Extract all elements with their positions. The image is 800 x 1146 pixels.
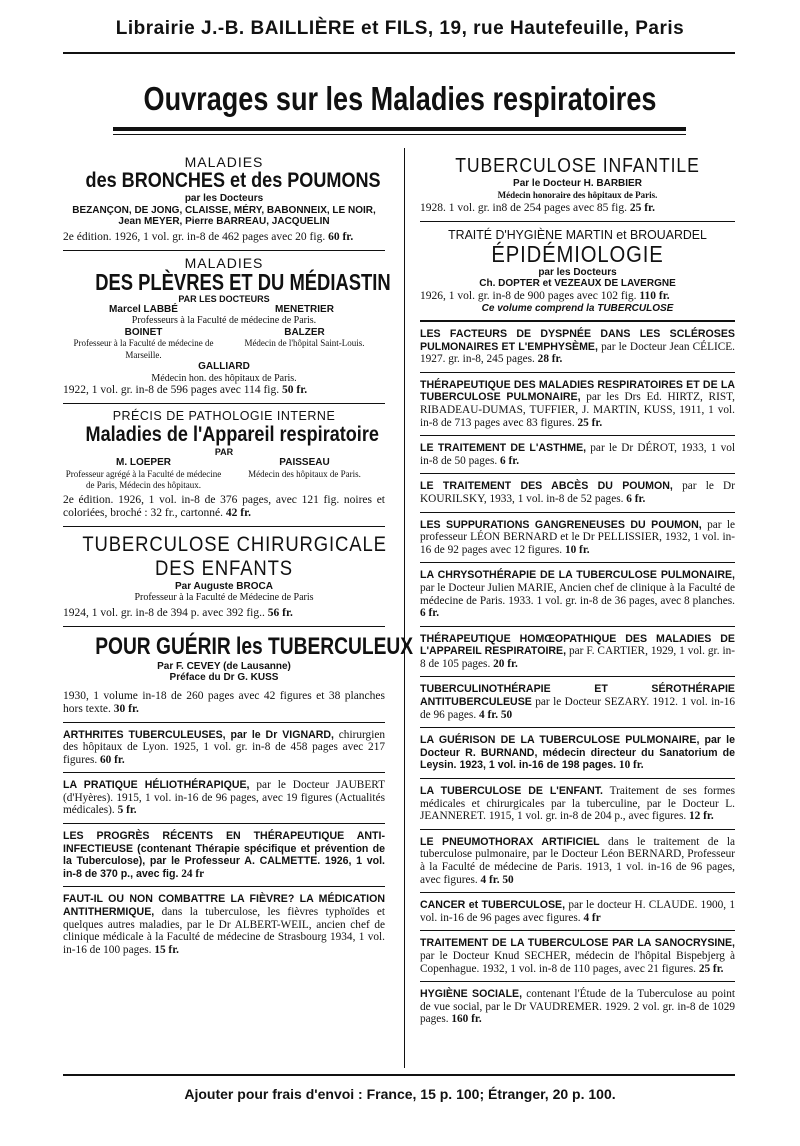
list-item (63, 830, 385, 880)
entry-price: 10 fr. (618, 759, 644, 772)
book-details: 1926, 1 vol. gr. in-8 de 900 pages avec 102 fig. (420, 289, 637, 302)
book-title: TUBERCULOSE INFANTILE (455, 155, 700, 177)
book-title: TUBERCULOSE CHIRURGICALE (82, 532, 387, 556)
book-preface: Préface du Dr G. KUSS (169, 672, 279, 683)
book-title: DES PLÈVRES ET DU MÉDIASTIN (95, 268, 391, 295)
list-item (420, 442, 735, 467)
author-name: Marcel LABBÉ (109, 303, 178, 315)
book-price: 42 fr. (225, 506, 251, 519)
author-role: Médecin honoraire des hôpitaux de Paris. (497, 189, 658, 200)
divider (420, 930, 735, 931)
author-name: BALZER (284, 326, 325, 338)
divider (420, 778, 735, 779)
entry-text: par le docteur H. CLAUDE. 1900, 1 vol. in-16 de 96 pages avec figures. (420, 899, 735, 924)
author-role: Médecin des hôpitaux de Paris. (248, 468, 361, 479)
shipping-note: Ajouter pour frais d'envoi : France, 15 p. 100; Étranger, 20 p. 100. (184, 1086, 616, 1102)
book-title: POUR GUÉRIR les TUBERCULEUX (95, 632, 414, 660)
book-epidemiologie (420, 228, 735, 315)
divider (420, 892, 735, 893)
divider (420, 626, 735, 627)
entry-title: LA TUBERCULOSE DE L'ENFANT. (420, 785, 603, 798)
entry-price: 6 fr. (420, 607, 440, 620)
list-item (420, 633, 735, 671)
entry-text: par le Docteur Julien MARIE, Ancien chef de clinique à la Faculté de médecine de Paris. 1933. 1 vol. gr. in-8 de 36 pages, avec 8 planches. (420, 581, 735, 607)
footer-rule (63, 1074, 735, 1076)
author-role: Médecin hon. des hôpitaux de Paris. (151, 372, 297, 384)
list-item (63, 729, 385, 767)
book-details: 2e édition. 1926, 1 vol. in-8 de 376 pages, avec 121 fig. noires et coloriées, broché : 32 fr., cartonné. (63, 493, 385, 519)
book-title-line2: DES ENFANTS (154, 556, 294, 580)
book-price: 30 fr. (113, 702, 139, 715)
entry-title: LE PNEUMOTHORAX ARTIFICIEL (420, 835, 600, 848)
entry-title: LE TRAITEMENT DES ABCÈS DU POUMON, (420, 480, 673, 493)
list-item (420, 734, 735, 772)
entry-price: 4 fr. 50 (478, 708, 513, 721)
book-title: ÉPIDÉMIOLOGIE (491, 240, 664, 267)
author-name: M. LOEPER (115, 457, 171, 468)
book-price: 56 fr. (267, 606, 293, 619)
entry-title: LES FACTEURS DE DYSPNÉE DANS LES SCLÉROSES PULMONAIRES ET L'EMPHYSÈME, (420, 328, 735, 353)
book-note: Ce volume comprend la TUBERCULOSE (481, 302, 674, 314)
book-by: par les Docteurs (184, 193, 264, 204)
entry-price: 28 fr. (537, 353, 563, 366)
list-item (420, 683, 735, 721)
title-rule-thin (113, 134, 686, 135)
publisher-header: Librairie J.-B. BAILLIÈRE et FILS, 19, rue Hautefeuille, Paris (115, 18, 685, 39)
divider (63, 722, 385, 723)
entry-text: par F. CARTIER, 1929, 1 vol. gr. in-8 de 105 pages. (420, 645, 735, 670)
author-name: MENETRIER (275, 303, 334, 315)
author-role: Professeur agrégé à la Faculté de médecine de Paris, Médecin des hôpitaux. (65, 468, 222, 490)
entry-title: TUBERCULINOTHÉRAPIE ET SÉROTHÉRAPIE ANTITUBERCULEUSE (420, 683, 735, 709)
entry-price: 25 fr. (577, 416, 603, 429)
entry-price: 60 fr. (100, 753, 125, 766)
book-price: 60 fr. (328, 230, 354, 243)
divider (420, 727, 735, 728)
entry-text: par le Dr KOURILSKY, 1933, 1 vol. in-8 de 52 pages. (420, 480, 735, 505)
divider (63, 526, 385, 527)
divider (420, 981, 735, 982)
list-item (420, 519, 735, 557)
book-guerir (63, 632, 414, 716)
entry-price: 25 fr. (698, 962, 724, 975)
list-item (420, 785, 735, 823)
book-title: Maladies de l'Appareil respiratoire (85, 423, 379, 446)
book-chirurgicale (63, 533, 385, 620)
book-kicker: MALADIES (184, 254, 264, 271)
left-column (63, 150, 414, 956)
book-price: 110 fr. (639, 289, 670, 302)
book-infantile (420, 154, 735, 215)
divider (420, 562, 735, 563)
entry-text: Traitement de ses formes médicales et chirurgicales par la tuberculine, par le Docteur L. JEANNERET. 1915, 1 vol. gr. in-8 de 204 p., avec figures. (420, 785, 735, 823)
divider (420, 676, 735, 677)
entry-text: par le Docteur Knud SECHER, médecin de l'hôpital Bispebjerg à Copenhague. 1932, 1 vol. in-8 de 110 pages, avec 21 figures. (420, 949, 735, 975)
book-appareil (63, 410, 385, 520)
author-role: Professeur à la Faculté de Médecine de Paris (134, 592, 314, 603)
book-authors: Ch. DOPTER et VEZEAUX DE LAVERGNE (479, 278, 676, 289)
entry-price: 12 fr. (689, 810, 714, 823)
entry-title: LES PROGRÈS RÉCENTS EN THÉRAPEUTIQUE ANTI-INFECTIEUSE (63, 830, 385, 855)
entry-title: LA PRATIQUE HÉLIOTHÉRAPIQUE, (63, 779, 250, 792)
divider (63, 250, 385, 251)
book-details: 1924, 1 vol. gr. in-8 de 394 p. avec 392 fig.. (63, 606, 265, 619)
book-by: par les Docteurs (538, 266, 617, 278)
author-name: GALLIARD (198, 361, 250, 372)
entry-text: par le professeur LÉON BERNARD et le Dr PELLISSIER, 1932, 1 vol. in-16 de 92 pages avec 12 figures. (420, 518, 735, 556)
entry-price: 4 fr (583, 911, 601, 924)
entry-price: 4 fr. 50 (480, 873, 514, 886)
entry-text: par le Docteur SEZARY. 1912. 1 vol. in-16 de 96 pages. (420, 696, 735, 721)
entry-price: 160 fr. (451, 1013, 482, 1026)
book-details: 2e édition. 1926, 1 vol. gr. in-8 de 462 pages avec 20 fig. (63, 230, 326, 243)
entry-title: LE TRAITEMENT DE L'ASTHME, (420, 442, 587, 455)
divider (420, 435, 735, 436)
entry-text: contenant l'Étude de la Tuberculose au point de vue social, par le Dr VAUDREMER. 1929. 2 vol. gr. in-8 de 1029 pages. (420, 988, 736, 1026)
header-rule (63, 52, 735, 54)
entry-price: 24 fr (181, 867, 205, 880)
book-authors: BEZANÇON, DE JONG, CLAISSE, MÉRY, BABONNEIX, LE NOIR, Jean MEYER, Pierre BARREAU, JACQUELIN (72, 204, 376, 227)
book-by: Par Auguste BROCA (175, 580, 273, 592)
column-divider (404, 148, 405, 1068)
book-price: 50 fr. (282, 384, 308, 396)
entry-price: 6 fr. (500, 454, 520, 467)
entry-text: par le Docteur Jean CÉLICE. 1927. gr. in-8, 245 pages. (420, 340, 735, 366)
divider (63, 403, 385, 404)
book-title: des BRONCHES et des POUMONS (85, 169, 381, 192)
book-by: PAR LES DOCTEURS (178, 293, 270, 304)
book-kicker: MALADIES (184, 154, 264, 170)
author-name: BOINET (124, 326, 163, 338)
divider (420, 829, 735, 830)
divider (63, 886, 385, 887)
entry-text: par le Docteur JAUBERT (d'Hyères). 1915, 1 vol. in-16 de 96 pages, avec 19 figures (Actualités médicales). (63, 779, 385, 817)
entry-title: FAUT-IL OU NON COMBATTRE LA FIÈVRE? LA MÉDICATION ANTITHERMIQUE, (63, 893, 385, 919)
author-role: Professeur à la Faculté de médecine de Marseille. (73, 338, 214, 360)
author-role: Professeurs à la Faculté de médecine de Paris. (131, 315, 317, 326)
entry-title: CANCER et TUBERCULOSE, (420, 899, 566, 912)
book-plevres (63, 254, 391, 398)
entry-price: 6 fr. (626, 492, 646, 505)
entry-title: THÉRAPEUTIQUE HOMŒOPATHIQUE DES MALADIES DE L'APPAREIL RESPIRATOIRE, (420, 632, 735, 658)
list-item (420, 836, 735, 886)
entry-title: THÉRAPEUTIQUE DES MALADIES RESPIRATOIRES ET DE LA TUBERCULOSE PULMONAIRE, (420, 378, 735, 404)
divider (420, 473, 735, 474)
divider (420, 320, 735, 322)
divider (420, 512, 735, 513)
book-details: 1930, 1 volume in-18 de 260 pages avec 42 figures et 38 planches hors texte. (63, 689, 385, 715)
entry-text: (contenant Thérapie spécifique et prévention de la Tuberculose), par le Professeur A. CALMETTE. 1926, 1 vol. in-8 de 370 p., avec fig. (63, 842, 385, 880)
entry-price: 10 fr. (564, 543, 590, 556)
right-column (420, 150, 735, 1026)
entry-title: TRAITEMENT DE LA TUBERCULOSE PAR LA SANOCRYSINE, (420, 937, 735, 950)
list-item (420, 899, 735, 924)
book-by: Par F. CEVEY (de Lausanne) (157, 660, 291, 672)
book-details: 1922, 1 vol. gr. in-8 de 596 pages avec 114 fig. (63, 384, 280, 396)
divider (63, 823, 385, 824)
list-item (420, 937, 735, 975)
entry-title: HYGIÈNE SOCIALE, (420, 988, 523, 1001)
list-item (420, 328, 735, 366)
entry-price: 5 fr. (117, 804, 137, 817)
entry-price: 20 fr. (493, 657, 518, 670)
divider (63, 626, 385, 627)
book-price: 25 fr. (629, 201, 655, 214)
divider (420, 221, 735, 222)
list-item (420, 569, 735, 619)
entry-title: LA GUÉRISON DE LA TUBERCULOSE PULMONAIRE, (420, 734, 700, 747)
book-details: 1928. 1 vol. gr. in8 de 254 pages avec 85 fig. (420, 201, 627, 214)
entry-text: par le Docteur R. BURNAND, médecin directeur du Sanatorium de Leysin. 1923, 1 vol. in-16 de 198 pages. (420, 734, 736, 772)
list-item (420, 480, 735, 505)
entry-price: 15 fr. (154, 943, 179, 956)
entry-text: dans le traitement de la tuberculose pulmonaire, par le Docteur Léon BERNARD, Professeur à la Faculté de médecine de Paris. 1913, 1 vol. in-16 de 96 pages, avec figures. (420, 835, 735, 886)
entry-text: par les Drs Ed. HIRTZ, RIST, RIBADEAU-DUMAS, TUFFIER, J. MARTIN, KUSS, 1911, 1 vol. in-8 de 713 pages avec 83 figures. (420, 391, 736, 429)
entry-text: chirurgien des hôpitaux de Lyon. 1925, 1 vol. gr. in-8 de 458 pages avec 217 figures. (63, 728, 386, 766)
book-by: PAR (214, 447, 234, 457)
book-kicker: TRAITÉ D'HYGIÈNE MARTIN et BROUARDEL (448, 226, 707, 242)
book-kicker: PRÉCIS DE PATHOLOGIE INTERNE (112, 409, 336, 423)
entry-title: ARTHRITES TUBERCULEUSES, par le Dr VIGNARD, (63, 728, 335, 741)
entry-text: dans la tuberculose, les fièvres typhoïdes et quelques autres maladies, par le Dr ALBERT-WEIL, ancien chef de clinique médicale à la Faculté de médecine de Strasbourg 1934, 1 vol. in-16 de 100 pages. (63, 906, 386, 956)
page-title: Ouvrages sur les Maladies respiratoires (143, 80, 657, 117)
list-item (63, 779, 385, 817)
entry-title: LES SUPPURATIONS GANGRENEUSES DU POUMON, (420, 518, 702, 531)
list-item (420, 379, 735, 429)
divider (63, 772, 385, 773)
author-name: PAISSEAU (279, 457, 330, 468)
list-item (420, 988, 735, 1026)
title-rule-thick (113, 127, 686, 131)
book-bronches (63, 156, 385, 244)
divider (420, 372, 735, 373)
entry-text: par le Dr DÉROT, 1933, 1 vol in-8 de 50 pages. (420, 442, 736, 467)
list-item (63, 893, 385, 956)
author-role: Médecin de l'hôpital Saint-Louis. (244, 338, 365, 348)
entry-title: LA CHRYSOTHÉRAPIE DE LA TUBERCULOSE PULMONAIRE, (420, 569, 735, 582)
book-by: Par le Docteur H. BARBIER (513, 178, 642, 189)
